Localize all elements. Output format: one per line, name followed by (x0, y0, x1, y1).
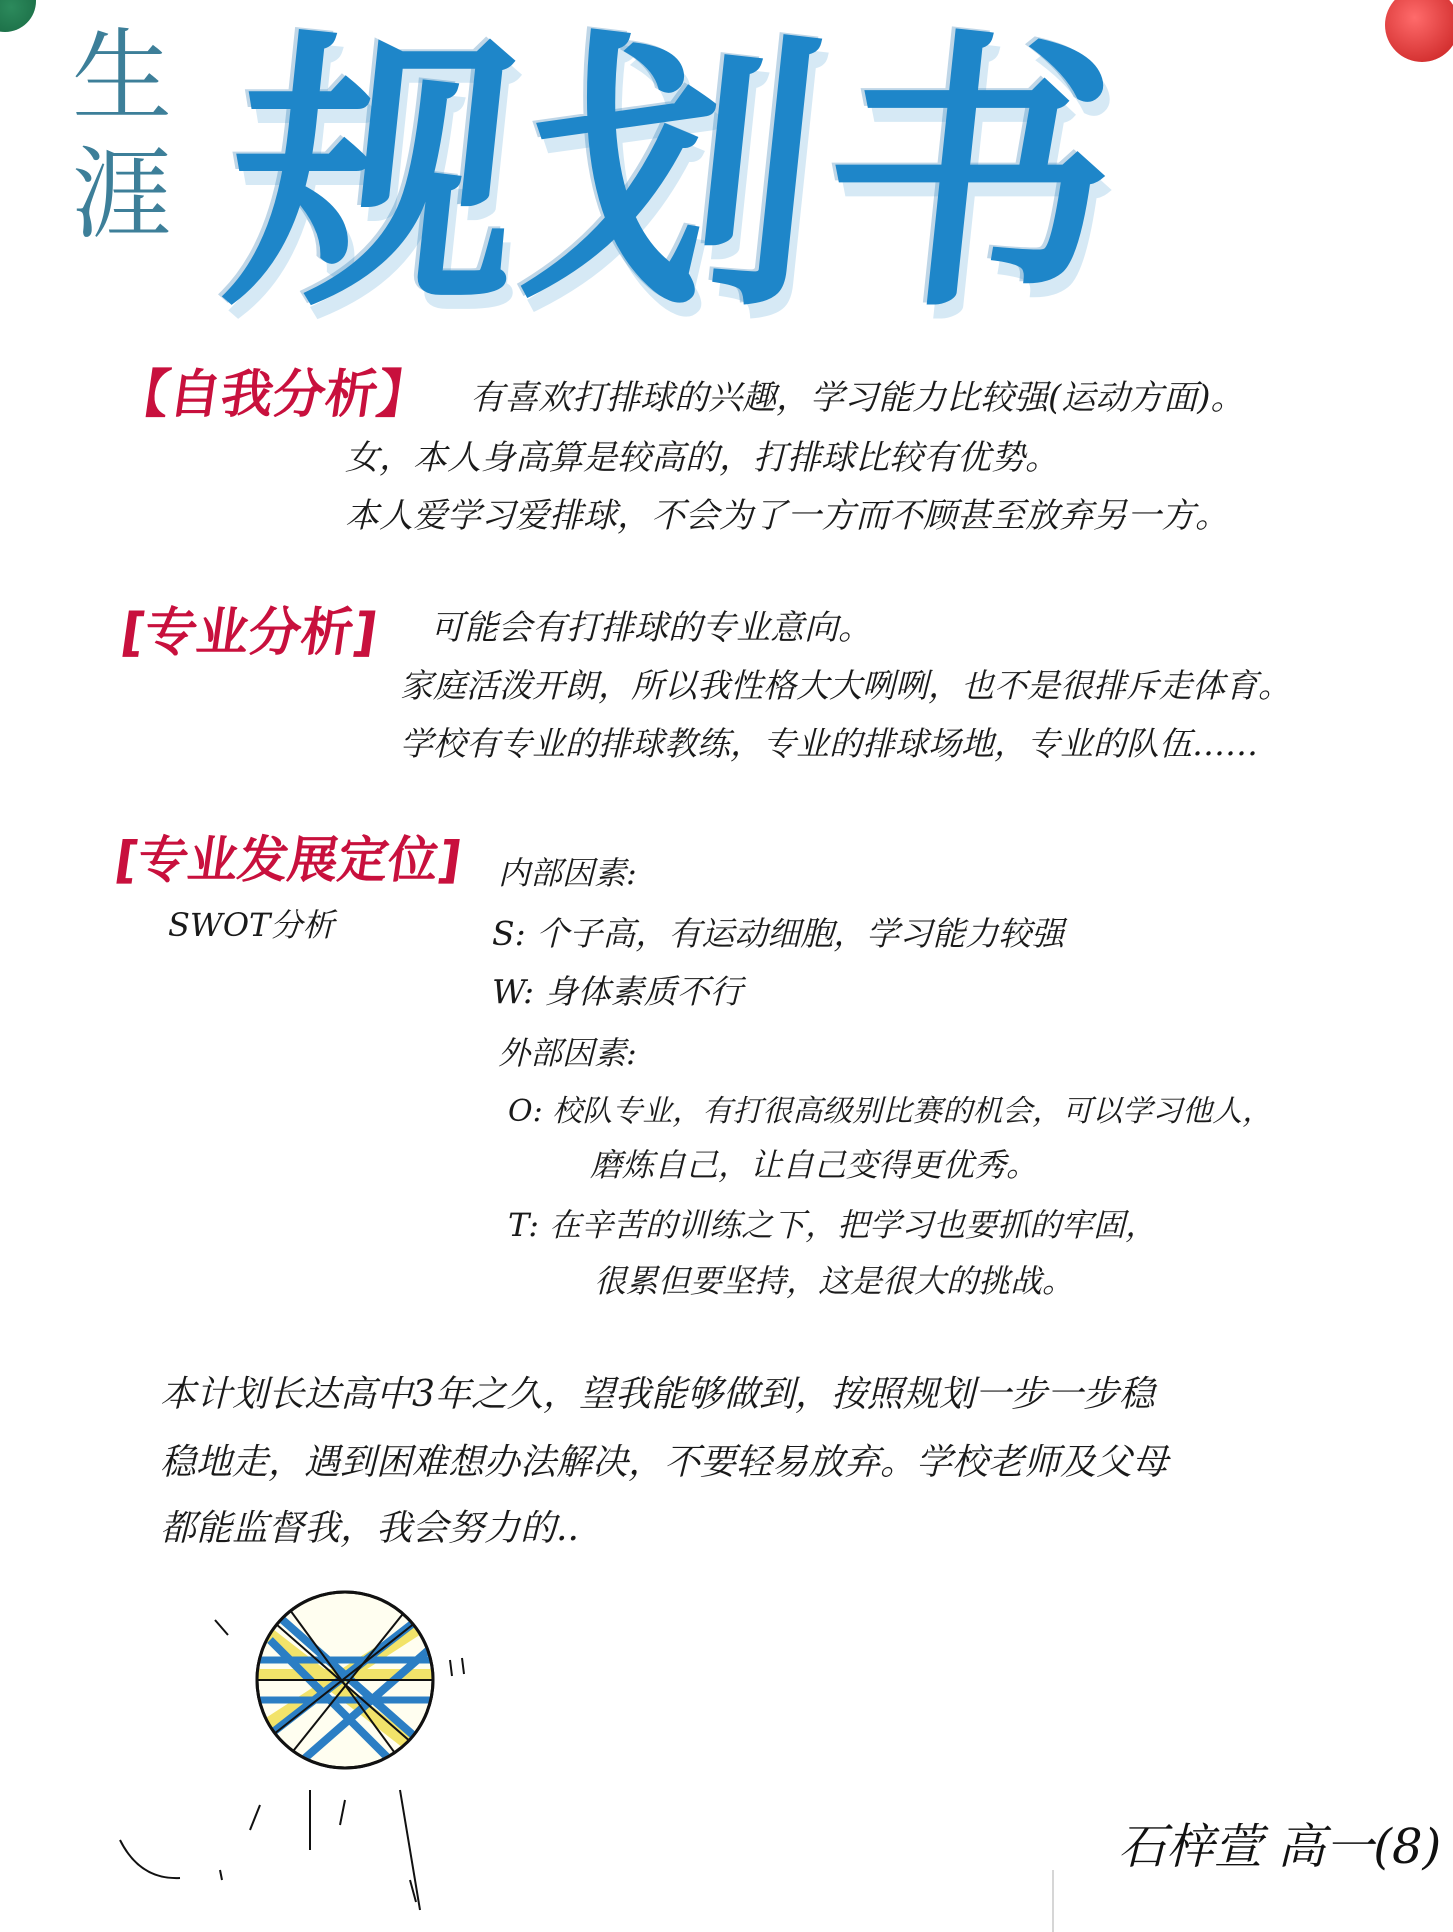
self-analysis-line3: 本人爱学习爱排球，不会为了一方而不顾甚至放弃另一方。 (345, 496, 1229, 536)
volleyball-icon (110, 1580, 490, 1920)
conclusion-line1: 本计划长达高中3年之久，望我能够做到，按照规划一步一步稳 (160, 1374, 1155, 1415)
swot-t-line2: 很累但要坚持，这是很大的挑战。 (594, 1262, 1075, 1300)
external-factors-label: 外部因素: (498, 1034, 637, 1072)
swot-o-line2: 磨炼自己，让自己变得更优秀。 (590, 1146, 1039, 1184)
internal-factors-label: 内部因素: (498, 854, 637, 892)
title-small-line2: 涯 (72, 136, 172, 253)
development-heading: [专业发展定位] (111, 831, 466, 889)
self-analysis-heading: 【自我分析】 (113, 365, 434, 425)
self-analysis-line1: 有喜欢打排球的兴趣，学习能力比较强(运动方面)。 (470, 378, 1245, 418)
swot-s-line: S: 个子高，有运动细胞，学习能力较强 (492, 914, 1065, 953)
green-pin-icon (0, 0, 36, 32)
conclusion-line2: 稳地走，遇到困难想办法解决，不要轻易放弃。学校老师及父母 (160, 1442, 1169, 1483)
major-analysis-line1: 可能会有打排球的专业意向。 (430, 608, 872, 648)
volleyball-drawing (110, 1580, 490, 1920)
signature: 石梓萱 高一(8) (1118, 1819, 1442, 1875)
red-pin-icon (1385, 0, 1453, 62)
page-title-small (72, 18, 202, 254)
swot-w-line: W: 身体素质不行 (492, 972, 743, 1011)
self-analysis-line2: 女，本人身高算是较高的，打排球比较有优势。 (345, 438, 1059, 478)
major-analysis-line3: 学校有专业的排球教练，专业的排球场地，专业的队伍…… (400, 724, 1258, 763)
swot-t-line1: T: 在辛苦的训练之下，把学习也要抓的牢固， (508, 1206, 1158, 1244)
swot-label: SWOT分析 (168, 906, 335, 944)
page-title: 规划书 (214, 9, 1138, 346)
major-analysis-heading: [专业分析] (117, 603, 381, 663)
conclusion-line3: 都能监督我，我会努力的.. (160, 1508, 579, 1549)
divider (1052, 1870, 1054, 1932)
swot-o-line1: O: 校队专业，有打很高级别比赛的机会，可以学习他人， (508, 1094, 1273, 1129)
title-small-line1: 生 (72, 18, 172, 135)
major-analysis-line2: 家庭活泼开朗，所以我性格大大咧咧，也不是很排斥走体育。 (400, 666, 1291, 705)
